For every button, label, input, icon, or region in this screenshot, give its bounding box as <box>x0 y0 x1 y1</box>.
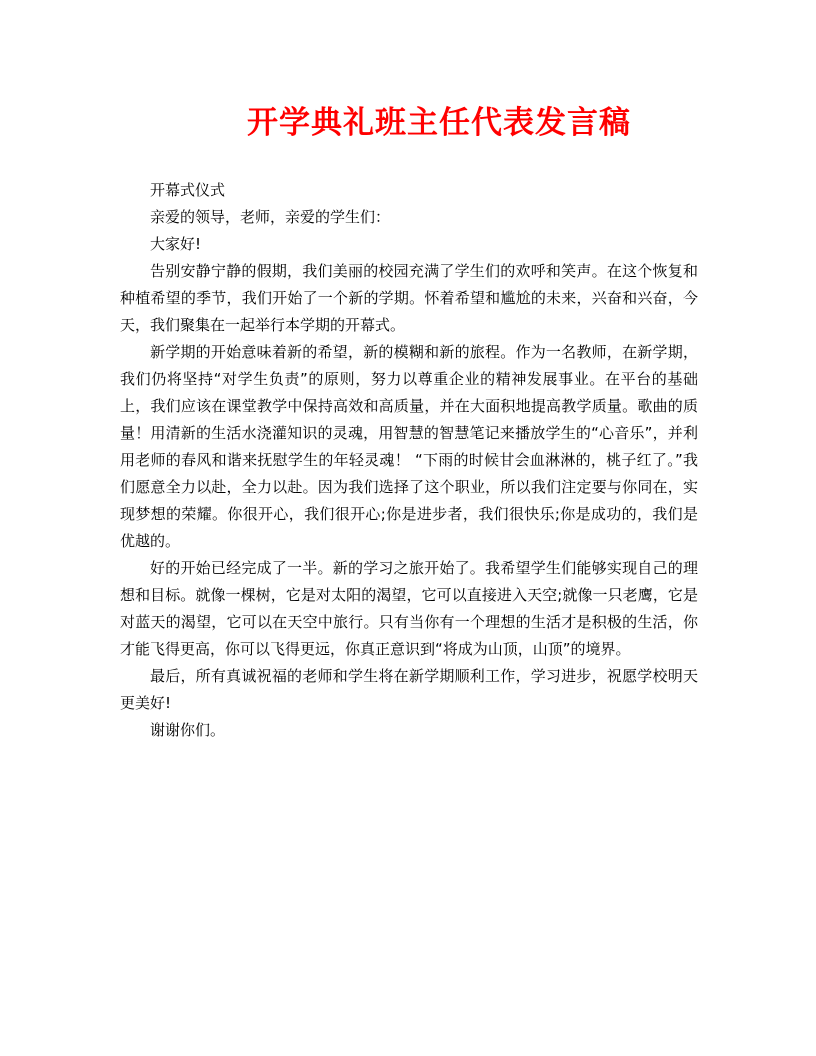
paragraph-thanks: 谢谢你们。 <box>150 721 226 739</box>
paragraph-good-start: 好的开始已经完成了一半。新的学习之旅开始了。我希望学生们能够实现自己的理想和目标。就像一棵树，它是对太阳的渴望，它可以直接进入天空;就像一只老鹰，它是对蓝天的渴望，它可以在天空中旅行。只有当你有一个理想的生活才是积极的生活，你才能飞得更高，你可以飞得更远，你真正意识到“将成为山顶，山顶”的境界。 <box>120 559 698 658</box>
paragraph-intro: 告别安静宁静的假期，我们美丽的校园充满了学生们的欢呼和笑声。在这个恢复和种植希望的季节，我们开始了一个新的学期。怀着希望和尴尬的未来，兴奋和兴奋，今天，我们聚集在一起举行本学期的开幕式。 <box>120 262 698 334</box>
paragraph-closing-wishes: 最后，所有真诚祝福的老师和学生将在新学期顺利工作，学习进步，祝愿学校明天更美好! <box>120 667 698 712</box>
paragraph-opening: 开幕式仪式 <box>150 181 226 199</box>
document-body <box>120 177 698 744</box>
paragraph-salutation: 亲爱的领导，老师，亲爱的学生们： <box>150 208 391 226</box>
document-title: 开学典礼班主任代表发言稿 <box>247 105 631 141</box>
paragraph-new-semester: 新学期的开始意味着新的希望，新的模糊和新的旅程。作为一名教师，在新学期，我们仍将坚持“对学生负责”的原则，努力以尊重企业的精神发展事业。在平台的基础上，我们应该在课堂教学中保持高效和高质量，并在大面积地提高教学质量。歌曲的质量！用清新的生活水浇灌知识的灵魂，用智慧的智慧笔记来播放学生的“心音乐”，并利用老师的春风和谐来抚慰学生的年轻灵魂！ “下雨的时候甘会血淋淋的，桃子红了。”我们愿意全力以赴，全力以赴。因为我们选择了这个职业，所以我们注定要与你同在，实现梦想的荣耀。你很开心，我们很开心;你是进步者，我们很快乐;你是成功的，我们是优越的。 <box>120 343 698 550</box>
paragraph-greeting: 大家好! <box>150 235 202 253</box>
